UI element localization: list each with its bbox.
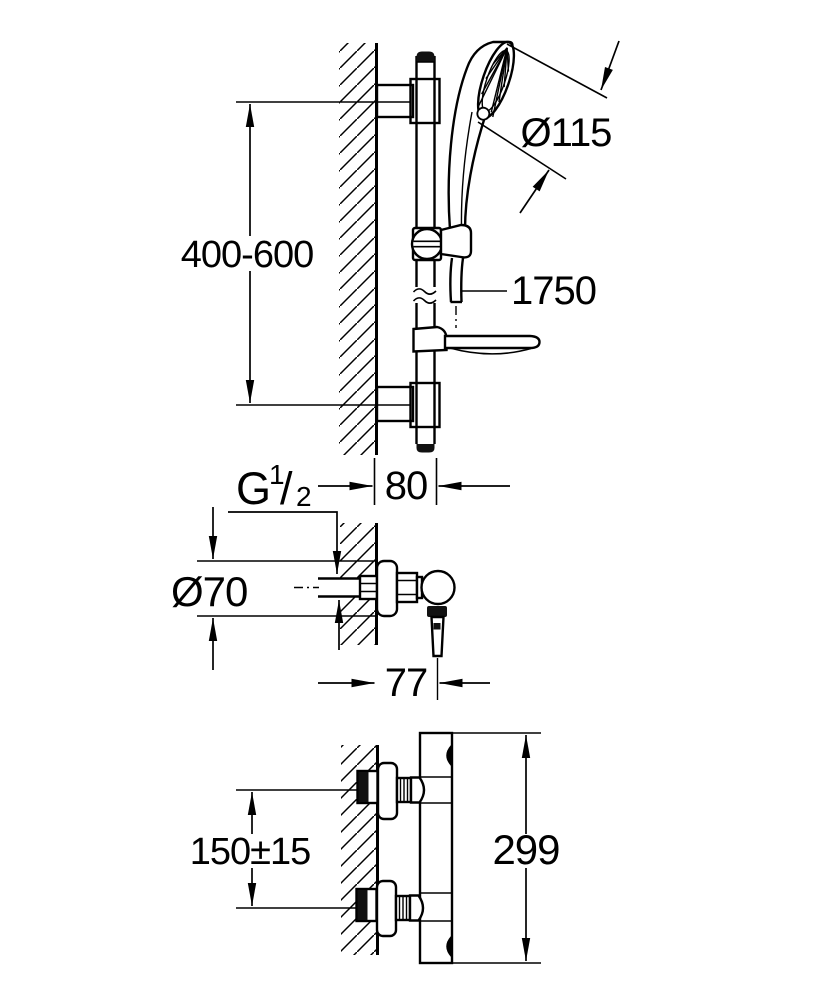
- hand-shower: [449, 38, 522, 230]
- head-diameter-label: Ø115: [520, 111, 612, 155]
- rail-bottom-cap: [417, 444, 435, 453]
- valve-projection-label: 77: [384, 661, 428, 705]
- hose-length-label: 1750: [511, 269, 596, 313]
- top-wall-bracket: [377, 79, 440, 123]
- slider-holder: [412, 225, 471, 260]
- thread-leader-line: [228, 512, 337, 574]
- shower-rail-set-view: [181, 38, 619, 650]
- wall-union-shadow: [358, 890, 368, 920]
- body-length-label: 299: [492, 826, 560, 873]
- valve-side-view: [171, 507, 490, 705]
- slider-lock-screw: [412, 229, 442, 259]
- thread-label: [228, 459, 339, 650]
- rail-to-wall-label: 80: [384, 464, 428, 508]
- dim-connection-spacing: [190, 790, 358, 908]
- bracket-spacing-label: 400-600: [180, 234, 314, 276]
- supply-pipe: [294, 576, 377, 599]
- shower-hose: [450, 258, 463, 328]
- connection-spacing-label: 150±15: [189, 831, 311, 873]
- dim-hose-length: [462, 269, 596, 313]
- handle-slot: [434, 623, 441, 630]
- dim-body-length: [453, 733, 560, 963]
- thread-slash-label: /: [280, 463, 292, 514]
- dim-valve-projection: [318, 661, 490, 705]
- flange-diameter-label: Ø70: [171, 568, 248, 615]
- soap-dish: [414, 327, 540, 354]
- valve-hex-body: [397, 573, 417, 602]
- wall-hatching: [339, 43, 376, 455]
- valve-escutcheon: [377, 561, 397, 616]
- escutcheon: [377, 881, 396, 936]
- union-nut: [360, 576, 377, 599]
- thermostat-side-view: [190, 733, 560, 963]
- dim-rail-to-wall: [318, 458, 510, 508]
- valve-handle: [432, 617, 444, 656]
- handle-socket-arm: [441, 225, 471, 257]
- escutcheon: [378, 763, 397, 819]
- thread-numerator-label: 1: [269, 459, 284, 490]
- thread-denominator-label: 2: [296, 481, 311, 512]
- dim-flange-diameter: [171, 507, 247, 670]
- thread-g-label: G: [236, 463, 271, 514]
- valve-knob: [422, 571, 455, 604]
- valve-stop-ring: [427, 606, 447, 617]
- connection-cone: [410, 896, 423, 921]
- wall-union-shadow: [359, 772, 369, 802]
- connection-cone: [411, 778, 424, 803]
- rail-top-cap: [417, 52, 435, 63]
- thermostat-body: [420, 733, 452, 963]
